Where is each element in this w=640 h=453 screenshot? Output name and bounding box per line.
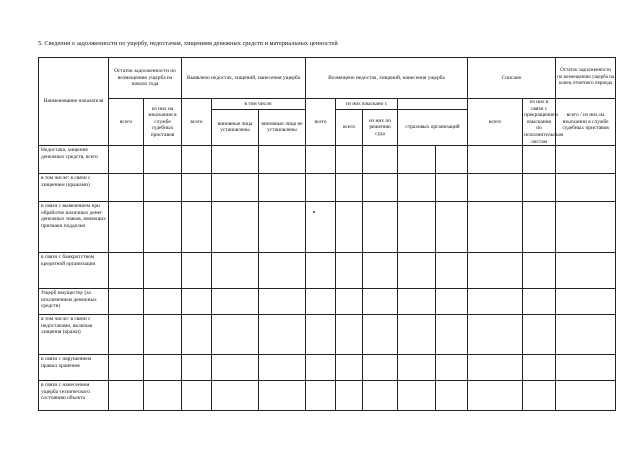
header-culprits-not-identified: виновные лица не установлены [259,109,306,145]
table-cell [436,355,468,381]
header-including: в том числе: [212,99,306,110]
header-collected-from: из них взыскано с [336,99,398,110]
table-cell [259,202,306,253]
table-cell [436,315,468,355]
table-cell [212,174,259,202]
header-compensated: Возмещено недостач, хищений, нанесения ущерба [306,58,468,99]
header-by-court: из них по решению суда [363,109,398,145]
header-indicator-name: Наименование показателя [39,58,109,146]
scan-speck [313,211,315,213]
table-cell [259,289,306,315]
table-cell [398,253,436,289]
table-cell [468,146,523,174]
table-cell [363,202,398,253]
table-cell [363,315,398,355]
table-cell [306,355,336,381]
table-row [39,289,616,315]
header-opening-balance: Остаток задолженности по возмещению ущерба на начало года [109,58,182,99]
table-cell [398,146,436,174]
table-cell [363,289,398,315]
table-cell [109,289,144,315]
table-cell [363,253,398,289]
table-cell [556,315,616,355]
table-cell [523,315,556,355]
table-cell [144,289,182,315]
table-cell [523,174,556,202]
table-cell [556,174,616,202]
table-cell [182,253,212,289]
debt-report-table [38,57,616,411]
table-cell [306,381,336,411]
header-identified: Выявлено недостач, хищений, нанесения ущерба [182,58,306,99]
header-writtenoff-total: всего [468,99,523,146]
table-cell [306,253,336,289]
table-cell [468,253,523,289]
table-cell [109,315,144,355]
table-cell [144,253,182,289]
table-row [39,253,616,289]
table-cell [363,355,398,381]
table-row [39,381,616,411]
header-opening-bailiffs: из них на взыскании в службе судебных приставов [144,99,182,146]
table-cell [523,146,556,174]
table-cell [336,253,363,289]
table-cell [523,381,556,411]
table-row [39,315,616,355]
table-cell [212,253,259,289]
section-title: 5. Сведения о задолженности по ущербу, недостачам, хищениям денежных средств и материальных ценностей [38,40,338,47]
table-cell [556,253,616,289]
table-cell [144,315,182,355]
table-cell [259,253,306,289]
table-cell [468,202,523,253]
table-cell [182,202,212,253]
table-cell [556,381,616,411]
header-guilty-total: всего [336,109,363,145]
table-cell [398,174,436,202]
table-cell [468,174,523,202]
table-cell [336,381,363,411]
table-cell [398,202,436,253]
table-cell [336,289,363,315]
table-cell [259,381,306,411]
table-cell [468,381,523,411]
table-cell [468,355,523,381]
table-cell [212,289,259,315]
table-cell [556,146,616,174]
table-cell [336,315,363,355]
table-cell [398,355,436,381]
table-cell [109,202,144,253]
table-cell [363,146,398,174]
table-cell [523,253,556,289]
table-cell [259,355,306,381]
table-cell [336,202,363,253]
table-row [39,174,616,202]
row-label: Ущерб имуществу (за исключением денежных средств) [39,289,109,315]
table-cell [109,355,144,381]
table-cell [182,146,212,174]
header-opening-total: всего [109,99,144,146]
row-label: в связи с выявлением при обработке наличных денег денежных знаков, имеющих признаки подделки [39,202,109,253]
table-cell [398,315,436,355]
table-cell [398,289,436,315]
table-cell [556,355,616,381]
table-cell [259,146,306,174]
row-label: в том числе: в связи с хищением (кражами) [39,174,109,202]
row-label: Недостача, хищение денежных средств, всего [39,146,109,174]
table-cell [306,289,336,315]
header-written-off: Списано [468,58,556,99]
table-cell [336,174,363,202]
table-cell [109,253,144,289]
table-cell [144,174,182,202]
table-cell [363,174,398,202]
table-cell [109,146,144,174]
table-cell [109,381,144,411]
header-termination: из них в связи с прекращением взыскания по исполнительным листам [524,99,564,145]
table-cell [436,253,468,289]
row-label: в связи с нанесением ущерба технического состоянию объекта [39,381,109,411]
table-cell [556,289,616,315]
header-compensated-total: всего [306,99,336,146]
table-cell [182,315,212,355]
table-cell [306,146,336,174]
table-cell [336,146,363,174]
header-identified-total: всего [182,99,212,146]
table-cell [212,355,259,381]
header-spacer [398,99,468,110]
table-cell [436,174,468,202]
table-row [39,355,616,381]
table-row [39,146,616,174]
table-cell [212,381,259,411]
table-cell [363,381,398,411]
row-label: в том числе: в связи с недостачами, включая хищения (кражи) [39,315,109,355]
table-cell [436,381,468,411]
table-cell [144,202,182,253]
row-label: в связи с нарушением правил хранения [39,355,109,381]
table-cell [144,381,182,411]
table-cell [436,289,468,315]
header-closing-total-bailiffs: всего / из них на взыскании в службе судебных приставов [556,99,616,146]
table-cell [306,202,336,253]
header-closing-balance: Остаток задолженности по возмещению ущерба на конец отчетного периода [556,58,616,99]
table-cell [523,355,556,381]
table-cell [144,355,182,381]
table-cell [259,315,306,355]
table-cell [259,174,306,202]
table-cell [212,146,259,174]
table-cell [523,202,556,253]
report-body [39,146,616,411]
table-cell [212,202,259,253]
table-cell [306,315,336,355]
table-cell [398,381,436,411]
table-cell [144,146,182,174]
table-cell [556,202,616,253]
table-cell [182,174,212,202]
table-cell [182,289,212,315]
table-cell [336,355,363,381]
table-cell [436,202,468,253]
row-label: в связи с банкротством кредитной организации [39,253,109,289]
table-cell [523,289,556,315]
table-cell [436,146,468,174]
table-cell [212,315,259,355]
header-insurance: страховых организаций [398,109,468,145]
table-cell [306,174,336,202]
table-cell [182,381,212,411]
table-cell [468,315,523,355]
table-cell [182,355,212,381]
table-cell [109,174,144,202]
header-culprits-identified: виновные лица установлены [212,109,259,145]
table-row [39,202,616,253]
table-cell [468,289,523,315]
